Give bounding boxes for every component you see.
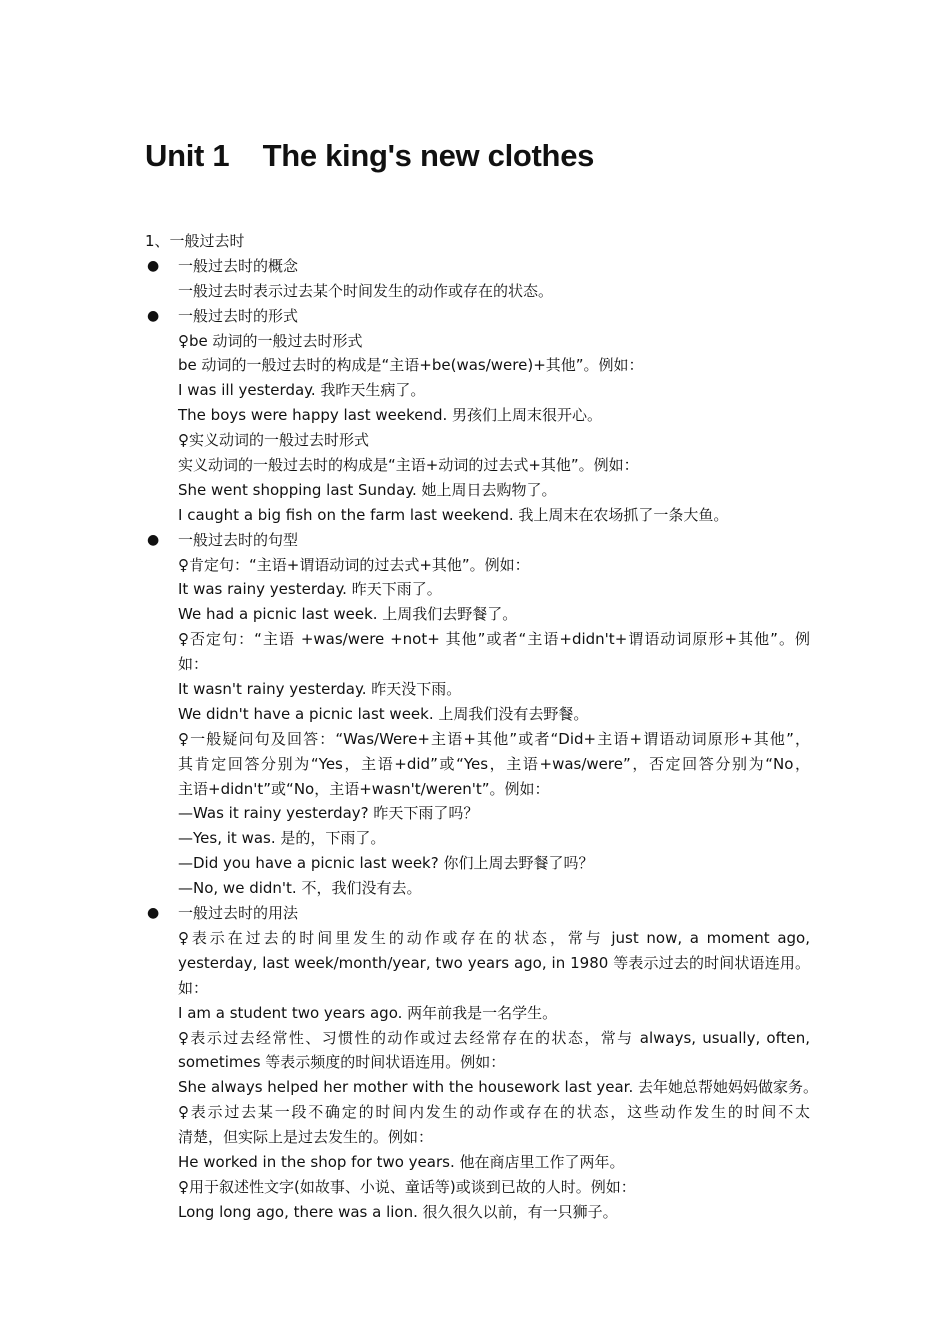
- line-text: 一般过去时的形式: [178, 306, 299, 325]
- text-line: [145, 577, 810, 602]
- text-line: [145, 826, 810, 851]
- line-text: We didn't have a picnic last week. 上周我们没有去野餐。: [178, 704, 589, 723]
- line-text: It was rainy yesterday. 昨天下雨了。: [178, 580, 442, 599]
- text-line: [145, 1200, 810, 1225]
- line-text: sometimes 等表示频度的时间状语连用。例如：: [178, 1053, 506, 1072]
- text-line: [145, 677, 810, 702]
- line-text: ♀be 动词的一般过去时形式: [178, 331, 363, 350]
- text-line: [145, 951, 810, 976]
- text-line: [145, 752, 810, 777]
- text-line: [145, 503, 810, 528]
- bullet-dot-icon: ●: [147, 307, 160, 324]
- text-line: [145, 378, 810, 403]
- line-text: ♀肯定句：“主语+谓语动词的过去式+其他”。例如：: [178, 555, 530, 574]
- text-line: [145, 926, 810, 951]
- text-line: [145, 1050, 810, 1075]
- line-text: ♀否定句：“主语 +was/were +not+ 其他”或者“主语+didn't+谓语动词原形+其他”。例: [178, 630, 810, 649]
- line-text: 一般过去时表示过去某个时间发生的动作或存在的状态。: [178, 281, 554, 300]
- line-text: Long long ago, there was a lion. 很久很久以前，有一只狮子。: [178, 1202, 618, 1221]
- text-line: [145, 353, 810, 378]
- text-line: [145, 702, 810, 727]
- text-line: [145, 1100, 810, 1125]
- line-text: 如：: [178, 978, 209, 997]
- text-line: [145, 1001, 810, 1026]
- line-text: He worked in the shop for two years. 他在商店里工作了两年。: [178, 1152, 625, 1171]
- line-text: I was ill yesterday. 我昨天生病了。: [178, 381, 426, 400]
- bullet-dot-icon: ●: [147, 257, 160, 274]
- text-line: [145, 1075, 818, 1100]
- line-text: We had a picnic last week. 上周我们去野餐了。: [178, 605, 518, 624]
- text-line: [145, 627, 810, 652]
- text-line: [145, 1026, 810, 1051]
- line-text: 其肯定回答分别为“Yes，主语+did”或“Yes，主语+was/were”，否定回答分别为“No，: [178, 754, 810, 773]
- text-line: [145, 602, 810, 627]
- line-text: The boys were happy last weekend. 男孩们上周末很开心。: [178, 406, 603, 425]
- line-text: —No, we didn't. 不，我们没有去。: [178, 879, 422, 898]
- text-line: [145, 1125, 810, 1150]
- line-text: —Did you have a picnic last week? 你们上周去野餐了吗？: [178, 854, 594, 873]
- text-line: [145, 553, 810, 578]
- line-text: It wasn't rainy yesterday. 昨天没下雨。: [178, 680, 462, 699]
- line-text: I am a student two years ago. 两年前我是一名学生。: [178, 1003, 558, 1022]
- line-text: yesterday, last week/month/year, two years ago, in 1980 等表示过去的时间状语连用。: [178, 953, 810, 972]
- text-line: [145, 1175, 810, 1200]
- line-text: 清楚，但实际上是过去发生的。例如：: [178, 1128, 434, 1147]
- section-heading: [145, 229, 810, 254]
- line-text: ♀表示过去某一段不确定的时间内发生的动作或存在的状态，这些动作发生的时间不太: [178, 1103, 810, 1122]
- line-text: —Yes, it was. 是的，下雨了。: [178, 829, 386, 848]
- text-line: [145, 727, 810, 752]
- line-text: 一般过去时的概念: [178, 256, 299, 275]
- text-line: [145, 403, 810, 428]
- line-text: 主语+didn't”或“No，主语+wasn't/weren't”。例如：: [178, 779, 550, 798]
- text-line: [145, 976, 810, 1001]
- line-text: 如：: [178, 655, 209, 674]
- bullet-dot-icon: ●: [147, 905, 160, 922]
- line-text: 实义动词的一般过去时的构成是“主语+动词的过去式+其他”。例如：: [178, 456, 639, 475]
- text-line: [145, 876, 810, 901]
- text-line: [145, 851, 810, 876]
- text-line: [145, 1150, 810, 1175]
- line-text: She always helped her mother with the housework last year. 去年她总帮她妈妈做家务。: [178, 1078, 818, 1097]
- line-text: ♀用于叙述性文字(如故事、小说、童话等)或谈到已故的人时。例如：: [178, 1177, 636, 1196]
- bullet-item: [145, 528, 810, 553]
- text-line: [145, 329, 810, 354]
- page-title: Unit 1 The king's new clothes: [145, 138, 595, 173]
- text-line: [145, 801, 810, 826]
- bullet-dot-icon: ●: [147, 531, 160, 548]
- line-text: —Was it rainy yesterday? 昨天下雨了吗？: [178, 804, 479, 823]
- bullet-item: [145, 254, 810, 279]
- bullet-item: [145, 901, 810, 926]
- line-text: 一般过去时的用法: [178, 904, 299, 923]
- line-text: ♀一般疑问句及回答：“Was/Were+主语+其他”或者“Did+主语+谓语动词原形+其他”，: [178, 729, 810, 748]
- line-text: 一般过去时的句型: [178, 530, 299, 549]
- document-body: [145, 229, 818, 1225]
- text-line: [145, 453, 810, 478]
- line-text: 1、一般过去时: [145, 232, 245, 250]
- line-text: ♀实义动词的一般过去时形式: [178, 431, 369, 450]
- bullet-item: [145, 304, 810, 329]
- text-line: [145, 652, 810, 677]
- text-line: [145, 279, 810, 304]
- text-line: [145, 428, 810, 453]
- line-text: ♀表示在过去的时间里发生的动作或存在的状态，常与 just now, a moment ago,: [178, 928, 810, 947]
- line-text: be 动词的一般过去时的构成是“主语+be(was/were)+其他”。例如：: [178, 356, 644, 375]
- text-line: [145, 478, 810, 503]
- line-text: She went shopping last Sunday. 她上周日去购物了。: [178, 480, 557, 499]
- text-line: [145, 777, 810, 802]
- line-text: I caught a big fish on the farm last weekend. 我上周末在农场抓了一条大鱼。: [178, 505, 729, 524]
- line-text: ♀表示过去经常性、习惯性的动作或过去经常存在的状态，常与 always, usually, often,: [178, 1028, 810, 1047]
